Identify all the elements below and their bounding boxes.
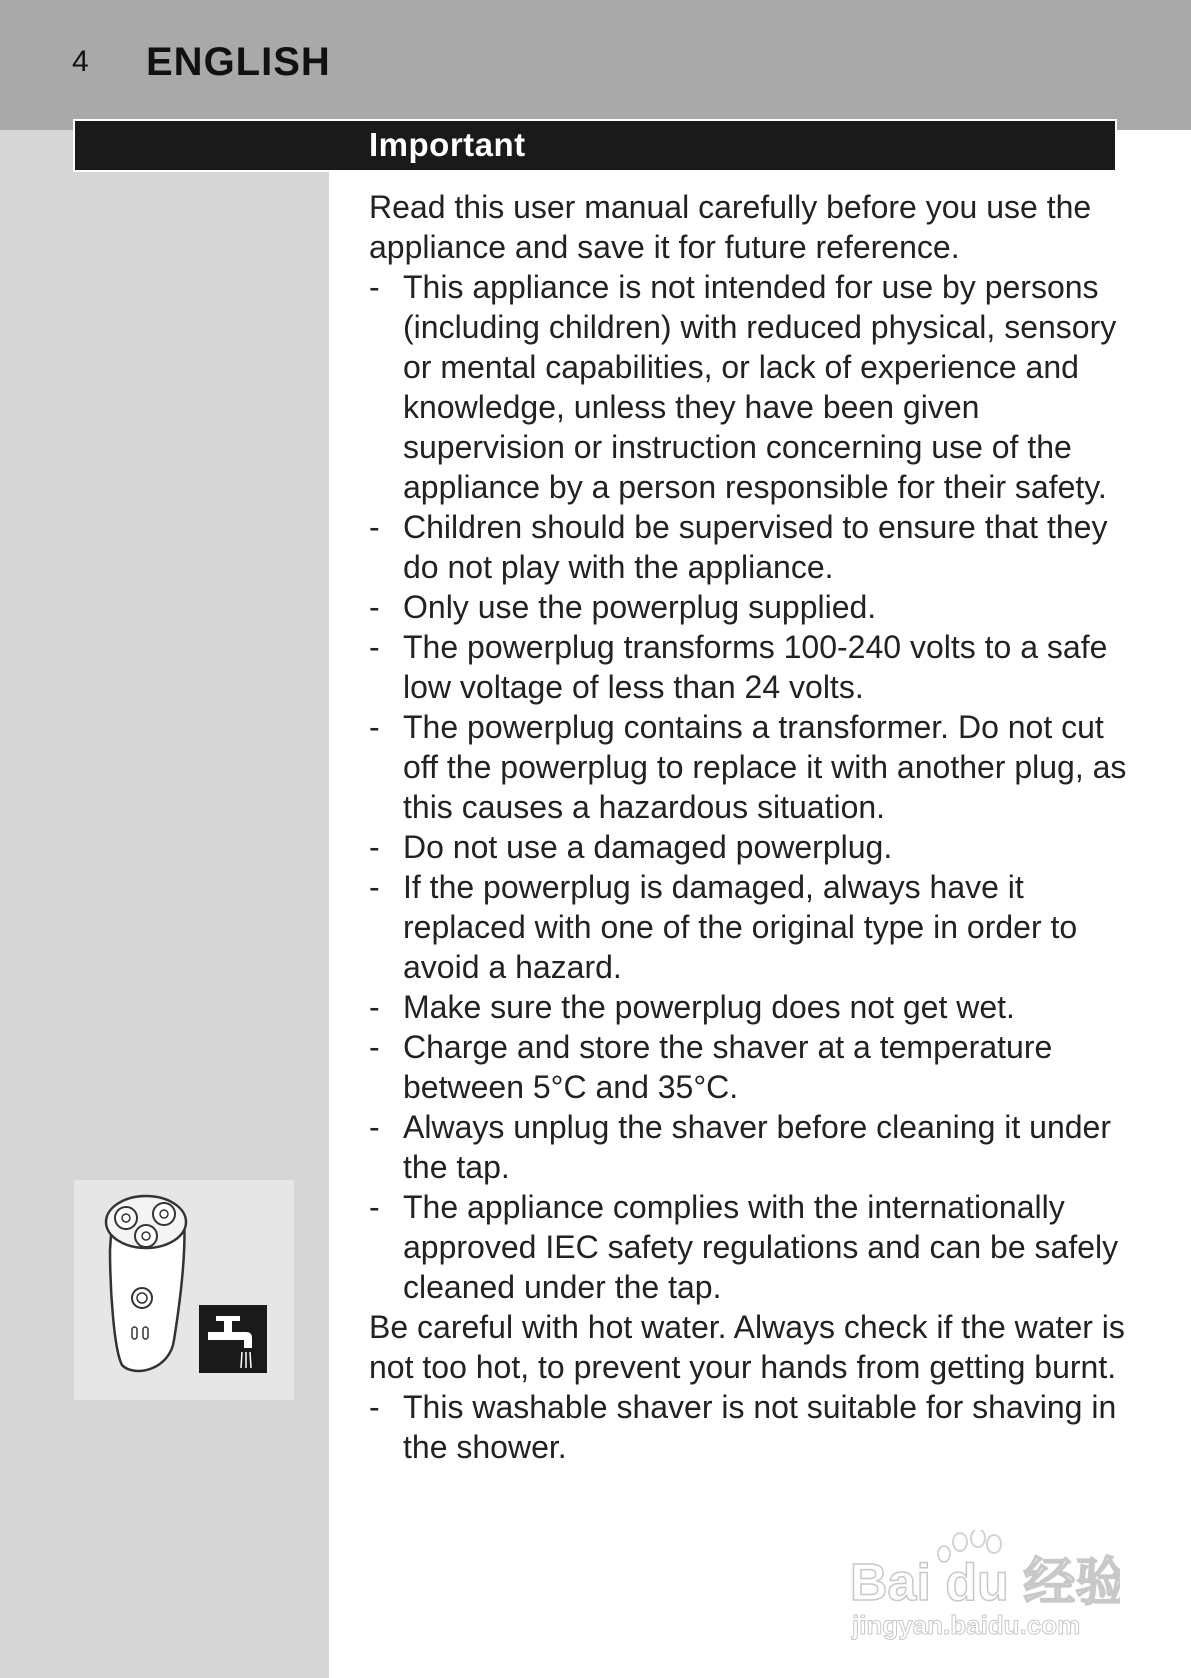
intro-paragraph: Read this user manual carefully before you use the appliance and save it for future reference. [369, 189, 1092, 265]
list-item: - Charge and store the shaver at a temperature between 5°C and 35°C. [369, 1027, 1129, 1107]
language-title: ENGLISH [146, 40, 331, 84]
safety-list [369, 267, 1129, 1307]
baidu-paw-icon [840, 1530, 1120, 1640]
manual-body [369, 187, 1129, 1467]
tap-handle [224, 1320, 232, 1332]
list-item: - Always unplug the shaver before cleaning it under the tap. [369, 1107, 1129, 1187]
list-item: - The powerplug transforms 100-240 volts to a safe low voltage of less than 24 volts. [369, 627, 1129, 707]
left-margin-band [0, 130, 329, 1678]
hot-water-warning: Be careful with hot water. Always check if the water is not too hot, to prevent your hands from getting burnt. [369, 1309, 1125, 1385]
list-item: - Children should be supervised to ensure that they do not play with the appliance. [369, 507, 1129, 587]
cutter-right [153, 1203, 175, 1225]
tap-knob [216, 1316, 240, 1321]
list-item: - This washable shaver is not suitable for shaving in the shower. [369, 1387, 1129, 1467]
shaver-under-tap-icon [74, 1180, 294, 1400]
watermark-url: jingyan.baidu.com [852, 1610, 1081, 1640]
water-stream [250, 1352, 251, 1368]
shower-list [369, 1387, 1129, 1467]
cutter-left [115, 1207, 137, 1229]
section-heading-bar [73, 119, 1117, 172]
page-number: 4 [72, 45, 89, 78]
list-item: - The appliance complies with the internationally approved IEC safety regulations and can be safely cleaned under the tap. [369, 1187, 1129, 1307]
list-item: - If the powerplug is damaged, always have it replaced with one of the original type in order to avoid a hazard. [369, 867, 1129, 987]
list-item: - Make sure the powerplug does not get wet. [369, 987, 1129, 1027]
water-stream [241, 1352, 242, 1368]
list-item: - Do not use a damaged powerplug. [369, 827, 1129, 867]
section-heading: Important [369, 126, 526, 163]
list-item: - This appliance is not intended for use by persons (including children) with reduced physical, sensory or mental capabilities, or lack of experience and knowledge, unless they have been given supervision or instruction concerning use of the appliance by a person responsible for their safety. [369, 267, 1129, 507]
watermark-logo [840, 1530, 1120, 1640]
watermark-brand: Bai du 经验 [850, 1554, 1120, 1612]
list-item: - The powerplug contains a transformer. Do not cut off the powerplug to replace it with another plug, as this causes a hazardous situation. [369, 707, 1129, 827]
shaver-illustration [74, 1180, 294, 1400]
power-button-shape [132, 1288, 152, 1308]
list-item: - Only use the powerplug supplied. [369, 587, 1129, 627]
cutter-bottom [135, 1225, 157, 1247]
